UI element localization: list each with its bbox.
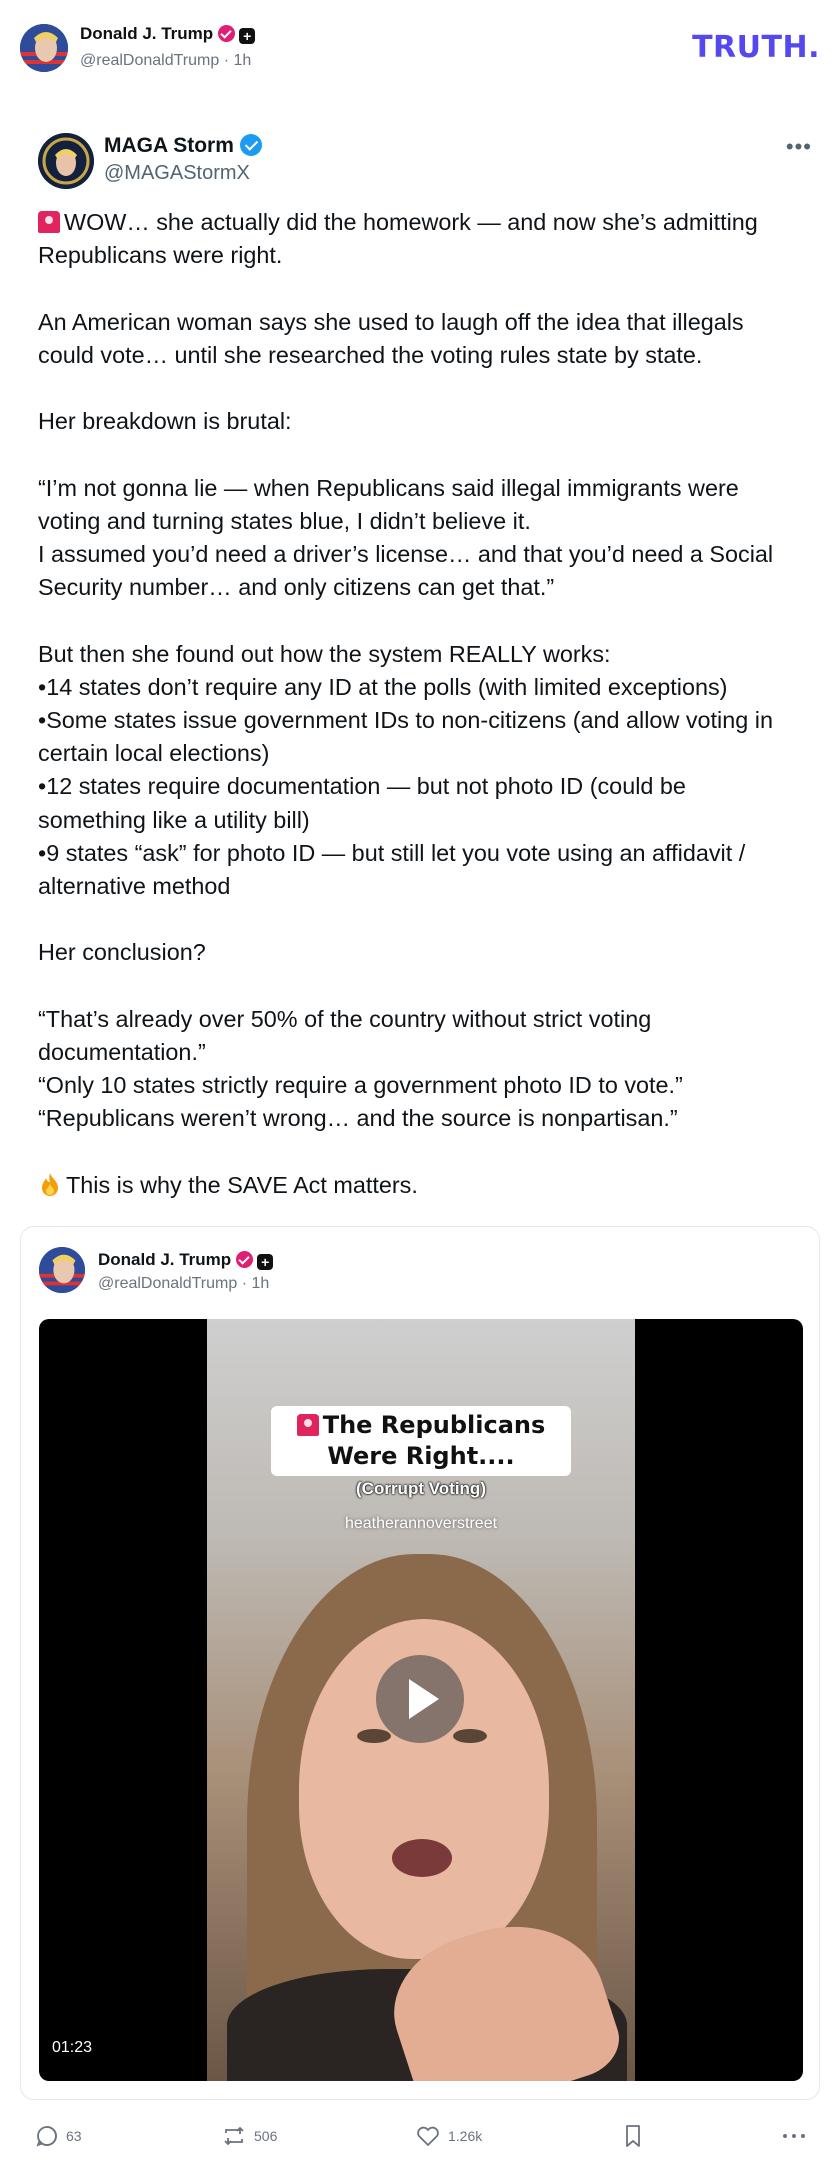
- author-avatar[interactable]: [20, 24, 68, 72]
- post-header: [0, 0, 840, 96]
- bookmark-button[interactable]: [624, 2120, 642, 2152]
- retruth-button[interactable]: [222, 2120, 277, 2152]
- like-count: 1.26k: [448, 2128, 483, 2144]
- embedded-post[interactable]: [20, 1226, 820, 2100]
- verified-badge-icon: [240, 134, 262, 156]
- truth-logo[interactable]: TRUTH.: [692, 30, 820, 65]
- post-paragraph: But then she found out how the system REALLY works: •14 states don’t require any ID at the polls (with limited exceptions) •Some states issue government IDs to non-citizens (and allow voting in certain local elections) •12 states require documentation — but not photo ID (could be something like a utility bill) •9 states “ask” for photo ID — but still let you vote using an affidavit / alternative method: [38, 640, 773, 899]
- bookmark-icon: [624, 2124, 642, 2148]
- reply-button[interactable]: [36, 2120, 82, 2152]
- retruth-count: 506: [254, 2128, 278, 2144]
- embedded-author-name[interactable]: Donald J. Trump +: [98, 1250, 273, 1270]
- more-options-icon: •••: [785, 134, 812, 159]
- action-bar: [0, 2120, 840, 2160]
- post-paragraph: Her conclusion?: [38, 939, 206, 966]
- embedded-post-time: 1h: [251, 1275, 270, 1292]
- reply-icon: [36, 2125, 58, 2147]
- verified-icon: [236, 1251, 253, 1268]
- quoted-handle: @MAGAStormX: [104, 162, 250, 184]
- author-name[interactable]: Donald J. Trump +: [80, 24, 255, 44]
- embedded-author-avatar[interactable]: [39, 1247, 85, 1293]
- plus-icon: +: [239, 28, 255, 44]
- flag-portrait-icon: [20, 24, 68, 72]
- reply-count: 63: [66, 2128, 82, 2144]
- post-paragraph: WOW… she actually did the homework — and now she’s admitting Republicans were right.: [38, 209, 758, 269]
- flag-portrait-icon: [39, 1247, 85, 1293]
- video-player[interactable]: [39, 1319, 803, 2081]
- play-button[interactable]: [376, 1655, 464, 1743]
- verified-icon: [218, 25, 235, 42]
- more-actions-button[interactable]: [782, 2120, 806, 2152]
- post-paragraph: “I’m not gonna lie — when Republicans said illegal immigrants were voting and turning states blue, I didn’t believe it. I assumed you’d need a driver’s license… and that you’d need a Social Security number… and only citizens can get that.”: [38, 474, 774, 601]
- video-caption-subtitle: (Corrupt Voting): [356, 1479, 486, 1498]
- more-icon: [782, 2132, 806, 2140]
- author-handle[interactable]: @realDonaldTrump · 1h: [80, 52, 252, 69]
- embedded-author-handle[interactable]: @realDonaldTrump · 1h: [98, 1275, 270, 1292]
- video-duration: 01:23: [52, 2039, 93, 2056]
- post-time: 1h: [233, 52, 252, 69]
- quoted-name: MAGA Storm: [104, 134, 262, 158]
- like-button[interactable]: [416, 2120, 482, 2152]
- siren-icon: [297, 1414, 319, 1436]
- video-caption-username: heatherannoverstreet: [344, 1515, 498, 1532]
- post-body: [38, 206, 818, 1202]
- maga-storm-avatar-icon: [38, 133, 94, 189]
- post-paragraph: Her breakdown is brutal:: [38, 408, 292, 435]
- video-caption-title: The Republicans Were Right....: [271, 1406, 571, 1476]
- plus-icon: +: [257, 1254, 273, 1270]
- post-paragraph: “That’s already over 50% of the country without strict voting documentation.” “Only 10 states strictly require a government photo ID to vote.” “Republicans weren’t wrong… and the source is nonpartisan.”: [38, 1005, 683, 1132]
- post-paragraph: An American woman says she used to laugh off the idea that illegals could vote… until she researched the voting rules state by state.: [38, 308, 744, 368]
- heart-icon: [416, 2125, 440, 2147]
- fire-icon: [38, 1172, 62, 1198]
- quoted-avatar: [38, 133, 94, 189]
- retruth-icon: [222, 2125, 246, 2147]
- post-paragraph: This is why the SAVE Act matters.: [38, 1169, 818, 1202]
- siren-icon: [38, 211, 60, 233]
